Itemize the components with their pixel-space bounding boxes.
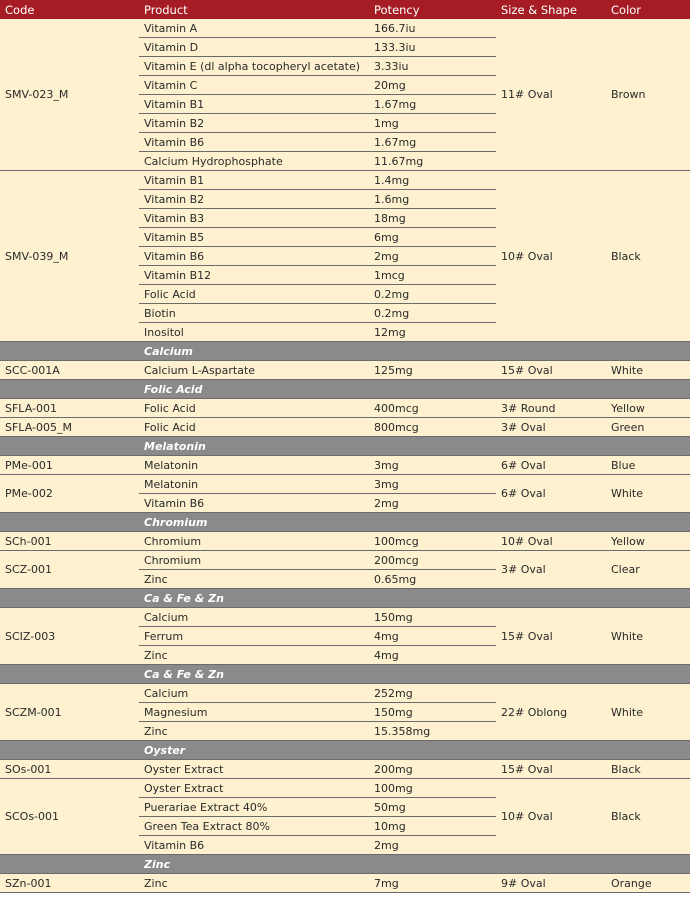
capsule-color: Blue — [606, 456, 690, 475]
product-name: Melatonin — [139, 475, 369, 494]
table-row — [0, 779, 690, 798]
size-shape: 22# Oblong — [496, 684, 606, 741]
size-shape: 6# Oval — [496, 475, 606, 513]
potency-value: 50mg — [369, 798, 496, 817]
potency-value: 800mcg — [369, 418, 496, 437]
category-label: Zinc — [139, 855, 690, 874]
potency-value: 1.4mg — [369, 171, 496, 190]
potency-value: 0.2mg — [369, 285, 496, 304]
size-shape: 10# Oval — [496, 779, 606, 855]
capsule-color: Clear — [606, 551, 690, 589]
size-shape: 3# Oval — [496, 418, 606, 437]
potency-value: 1.67mg — [369, 133, 496, 152]
product-code: SOs-001 — [0, 760, 139, 779]
product-name: Vitamin B6 — [139, 247, 369, 266]
potency-value: 20mg — [369, 76, 496, 95]
product-name: Zinc — [139, 722, 369, 741]
product-code: SCZ-001 — [0, 551, 139, 589]
potency-value: 100mg — [369, 779, 496, 798]
category-spacer — [0, 380, 139, 399]
potency-value: 200mcg — [369, 551, 496, 570]
size-shape: 15# Oval — [496, 608, 606, 665]
product-name: Calcium L-Aspartate — [139, 361, 369, 380]
product-name: Vitamin A — [139, 19, 369, 38]
product-name: Vitamin B3 — [139, 209, 369, 228]
size-shape: 15# Oval — [496, 361, 606, 380]
product-name: Vitamin B6 — [139, 133, 369, 152]
capsule-color: Brown — [606, 19, 690, 171]
product-code: SZn-001 — [0, 874, 139, 893]
product-name: Zinc — [139, 646, 369, 665]
category-label: Folic Acid — [139, 380, 690, 399]
capsule-color: White — [606, 475, 690, 513]
potency-value: 125mg — [369, 361, 496, 380]
potency-value: 2mg — [369, 247, 496, 266]
potency-value: 4mg — [369, 646, 496, 665]
product-name: Melatonin — [139, 456, 369, 475]
category-row — [0, 855, 690, 874]
potency-value: 0.2mg — [369, 304, 496, 323]
category-row — [0, 513, 690, 532]
table-row — [0, 551, 690, 570]
category-label: Chromium — [139, 513, 690, 532]
product-name: Vitamin B2 — [139, 190, 369, 209]
product-name: Vitamin B6 — [139, 836, 369, 855]
capsule-color: Black — [606, 760, 690, 779]
potency-value: 1.67mg — [369, 95, 496, 114]
product-name: Vitamin B12 — [139, 266, 369, 285]
product-code: SFLA-001 — [0, 399, 139, 418]
category-label: Melatonin — [139, 437, 690, 456]
potency-value: 10mg — [369, 817, 496, 836]
category-spacer — [0, 437, 139, 456]
category-row — [0, 589, 690, 608]
potency-value: 2mg — [369, 836, 496, 855]
size-shape: 3# Round — [496, 399, 606, 418]
category-row — [0, 380, 690, 399]
potency-value: 3.33iu — [369, 57, 496, 76]
size-shape: 9# Oval — [496, 874, 606, 893]
product-name: Vitamin D — [139, 38, 369, 57]
header-size-shape: Size & Shape — [496, 0, 606, 19]
potency-value: 400mcg — [369, 399, 496, 418]
header-product: Product — [139, 0, 369, 19]
product-name: Vitamin E (dl alpha tocopheryl acetate) — [139, 57, 369, 76]
product-code: SCZM-001 — [0, 684, 139, 741]
product-name: Vitamin B1 — [139, 171, 369, 190]
category-label: Ca & Fe & Zn — [139, 665, 690, 684]
capsule-color: White — [606, 361, 690, 380]
capsule-color: White — [606, 684, 690, 741]
product-name: Chromium — [139, 532, 369, 551]
product-name: Calcium — [139, 684, 369, 703]
product-code: SCC-001A — [0, 361, 139, 380]
table-row — [0, 475, 690, 494]
product-code: SCIZ-003 — [0, 608, 139, 665]
category-spacer — [0, 741, 139, 760]
table-row — [0, 361, 690, 380]
product-name: Calcium — [139, 608, 369, 627]
product-name: Ferrum — [139, 627, 369, 646]
table-row — [0, 456, 690, 475]
size-shape: 3# Oval — [496, 551, 606, 589]
product-code: SCh-001 — [0, 532, 139, 551]
table-row — [0, 684, 690, 703]
potency-value: 1mcg — [369, 266, 496, 285]
product-name: Zinc — [139, 874, 369, 893]
product-name: Vitamin B6 — [139, 494, 369, 513]
product-name: Oyster Extract — [139, 760, 369, 779]
table-row — [0, 608, 690, 627]
product-name: Chromium — [139, 551, 369, 570]
header-potency: Potency — [369, 0, 496, 19]
category-row — [0, 342, 690, 361]
potency-value: 200mg — [369, 760, 496, 779]
table-row — [0, 399, 690, 418]
capsule-color: Yellow — [606, 532, 690, 551]
category-row — [0, 665, 690, 684]
product-name: Vitamin B5 — [139, 228, 369, 247]
header-code: Code — [0, 0, 139, 19]
category-label: Calcium — [139, 342, 690, 361]
product-code: PMe-002 — [0, 475, 139, 513]
header-color: Color — [606, 0, 690, 19]
size-shape: 15# Oval — [496, 760, 606, 779]
product-name: Zinc — [139, 570, 369, 589]
capsule-color: Yellow — [606, 399, 690, 418]
product-code: SCOs-001 — [0, 779, 139, 855]
potency-value: 11.67mg — [369, 152, 496, 171]
product-name: Calcium Hydrophosphate — [139, 152, 369, 171]
table-row — [0, 874, 690, 893]
table-header-row — [0, 0, 690, 19]
category-label: Ca & Fe & Zn — [139, 589, 690, 608]
product-name: Vitamin B2 — [139, 114, 369, 133]
table-row — [0, 19, 690, 38]
category-row — [0, 437, 690, 456]
potency-value: 1.6mg — [369, 190, 496, 209]
potency-value: 3mg — [369, 475, 496, 494]
category-spacer — [0, 665, 139, 684]
potency-value: 7mg — [369, 874, 496, 893]
product-name: Green Tea Extract 80% — [139, 817, 369, 836]
category-spacer — [0, 513, 139, 532]
potency-value: 4mg — [369, 627, 496, 646]
capsule-color: Green — [606, 418, 690, 437]
product-code: SMV-023_M — [0, 19, 139, 171]
potency-value: 3mg — [369, 456, 496, 475]
product-code: SMV-039_M — [0, 171, 139, 342]
potency-value: 6mg — [369, 228, 496, 247]
size-shape: 10# Oval — [496, 532, 606, 551]
potency-value: 150mg — [369, 703, 496, 722]
product-name: Vitamin B1 — [139, 95, 369, 114]
potency-value: 133.3iu — [369, 38, 496, 57]
category-row — [0, 741, 690, 760]
potency-value: 1mg — [369, 114, 496, 133]
size-shape: 11# Oval — [496, 19, 606, 171]
capsule-color: White — [606, 608, 690, 665]
product-code: PMe-001 — [0, 456, 139, 475]
product-name: Oyster Extract — [139, 779, 369, 798]
product-name: Folic Acid — [139, 399, 369, 418]
table-row — [0, 171, 690, 190]
table-row — [0, 418, 690, 437]
potency-value: 252mg — [369, 684, 496, 703]
category-spacer — [0, 342, 139, 361]
potency-value: 15.358mg — [369, 722, 496, 741]
potency-value: 166.7iu — [369, 19, 496, 38]
product-name: Folic Acid — [139, 285, 369, 304]
potency-value: 150mg — [369, 608, 496, 627]
size-shape: 6# Oval — [496, 456, 606, 475]
product-name: Magnesium — [139, 703, 369, 722]
capsule-color: Black — [606, 779, 690, 855]
table-row — [0, 760, 690, 779]
category-label: Oyster — [139, 741, 690, 760]
category-spacer — [0, 589, 139, 608]
capsule-color: Orange — [606, 874, 690, 893]
potency-value: 0.65mg — [369, 570, 496, 589]
category-spacer — [0, 855, 139, 874]
size-shape: 10# Oval — [496, 171, 606, 342]
capsule-color: Black — [606, 171, 690, 342]
potency-value: 2mg — [369, 494, 496, 513]
table-row — [0, 532, 690, 551]
potency-value: 100mcg — [369, 532, 496, 551]
product-code: SFLA-005_M — [0, 418, 139, 437]
product-name: Folic Acid — [139, 418, 369, 437]
product-name: Biotin — [139, 304, 369, 323]
table-body — [0, 19, 690, 893]
product-name: Puerariae Extract 40% — [139, 798, 369, 817]
product-name: Inositol — [139, 323, 369, 342]
potency-value: 18mg — [369, 209, 496, 228]
product-name: Vitamin C — [139, 76, 369, 95]
potency-value: 12mg — [369, 323, 496, 342]
